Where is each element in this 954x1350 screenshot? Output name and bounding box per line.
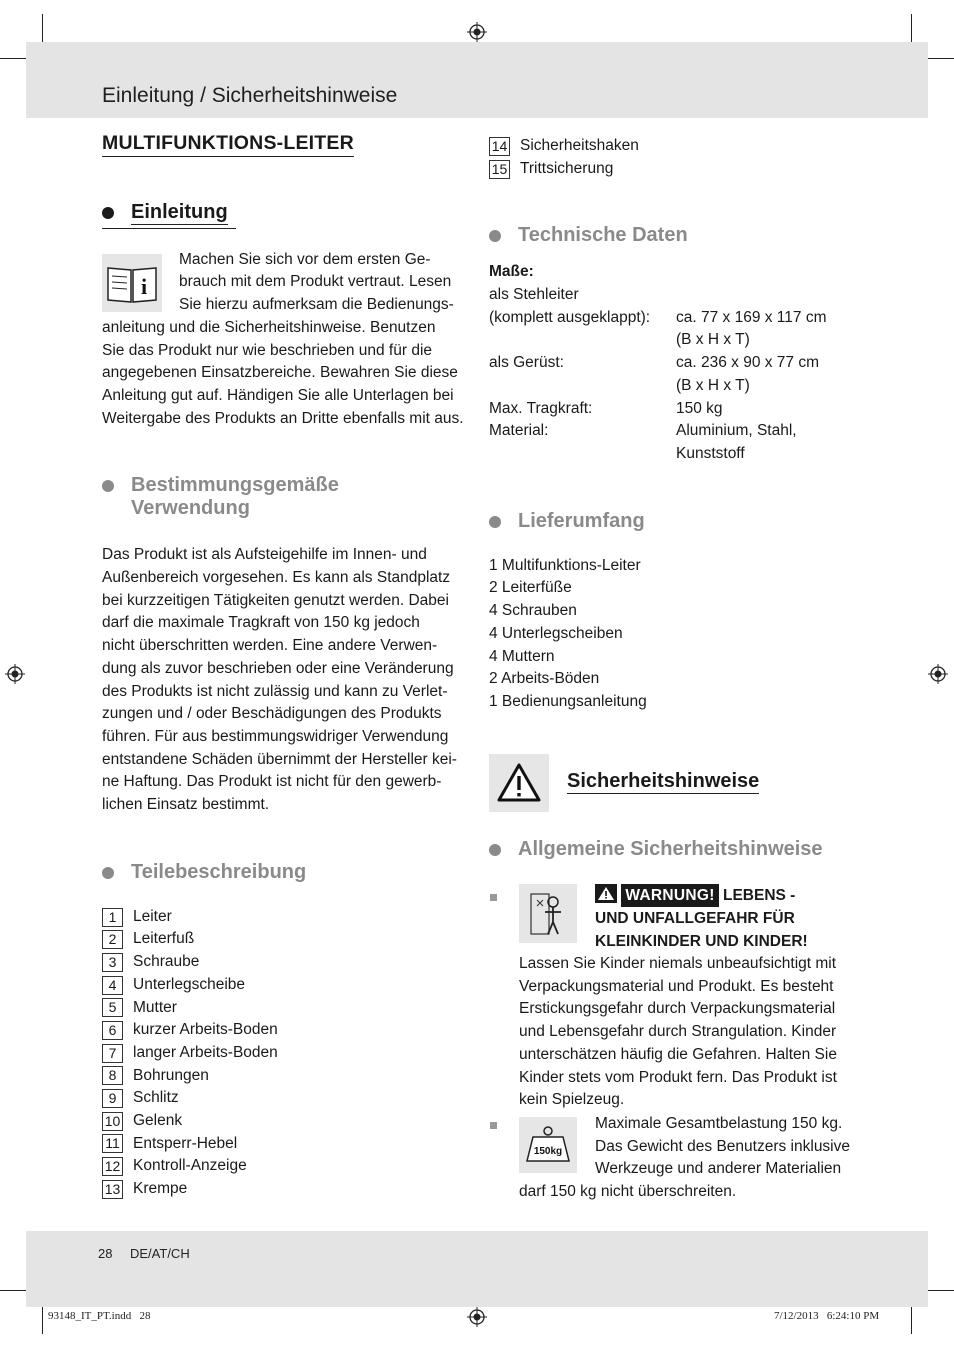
list-item: 6 kurzer Arbeits-Boden [102,1019,468,1042]
bullet-square [490,894,497,901]
registration-mark-icon [5,664,25,684]
load-text: Maximale Gesamtbelastung 150 kg. Das Gewicht des Benutzers inklusive Werkzeuge und anderer Materialien darf 150 kg nicht überschreiten. [519,1115,851,1201]
bullet-square [490,1122,497,1129]
section-heading-teile: Teilebeschreibung [102,861,468,884]
region-label: DE/AT/CH [130,1246,190,1261]
spec-row: Max. Tragkraft: 150 kg [489,399,723,417]
section-heading-allgemeine: Allgemeine Sicherheitshinweise [489,838,954,861]
left-column [102,132,468,1201]
main-title: MULTIFUNKTIONS-LEITER [102,132,354,157]
spec-row: (B x H x T) [676,376,750,394]
spec-row: Material: Aluminium, Stahl, [489,422,797,440]
list-item: 12 Kontroll-Anzeige [102,1155,468,1178]
list-item: 14 Sicherheitshaken [489,135,859,158]
spec-row: als Stehleiter [489,286,579,304]
list-item: 2 Leiterfuß [102,928,468,951]
list-item: 15 Trittsicherung [489,158,859,181]
section-heading-lieferumfang: Lieferumfang [489,510,859,533]
section-heading-sicherheitshinweise: Sicherheitshinweise [567,770,760,792]
registration-mark-icon [467,1307,487,1327]
spec-table [489,284,859,466]
section-heading-bestimmung: Bestimmungsgemäße Verwendung [102,474,468,520]
date-slug: 7/12/2013 6:24:10 PM [774,1310,880,1322]
list-item: 7 langer Arbeits-Boden [102,1042,468,1065]
parts-list-continued [489,135,859,180]
parts-list [102,906,468,1201]
right-column [489,135,859,714]
svg-text:i: i [140,273,148,299]
list-item: 8 Bohrungen [102,1065,468,1088]
intro-text: Machen Sie sich vor dem ersten Ge- brauch mit dem Produkt vertraut. Lesen Sie hierzu aufmerksam die Bedienungs- anleitung und die Sicherheitshinweise. Benutzen Sie das Produkt nur wie beschrieben und für die angegebenen Einsatzbereiche. Bewahren Sie diese Anleitung gut auf. Händigen Sie alle Unterlagen bei Weitergabe des Produkts an Dritte ebenfalls mit aus. [102,250,464,427]
spec-row: Kunststoff [676,445,745,462]
list-item: 2 Arbeits-Böden [489,670,600,688]
section-heading-technische-daten: Technische Daten [489,224,859,247]
spec-row: als Gerüst: ca. 236 x 90 x 77 cm [489,354,820,372]
list-item: 4 Unterlegscheibe [102,974,468,997]
list-item: 3 Schraube [102,951,468,974]
page-title: Einleitung / Sicherheitshinweise [102,84,398,107]
list-item: 1 Leiter [102,906,468,929]
registration-mark-icon [467,22,487,42]
list-item: 1 Multifunktions-Leiter [489,556,641,574]
list-item: 2 Leiterfüße [489,579,572,597]
delivery-list [489,555,859,714]
list-item: 4 Muttern [489,647,555,665]
list-item: 4 Schrauben [489,602,577,620]
list-item: 9 Schlitz [102,1087,468,1110]
list-item: 5 Mutter [102,997,468,1020]
list-item: 4 Unterlegscheiben [489,624,623,642]
spec-row: (komplett ausgeklappt): ca. 77 x 169 x 117 cm [489,308,827,326]
spec-row: (B x H x T) [676,331,750,349]
warning-small-icon [595,884,617,903]
list-item: 11 Entsperr-Hebel [102,1133,468,1156]
list-item: 10 Gelenk [102,1110,468,1133]
book-info-icon [102,254,162,312]
footer-band [26,1231,928,1307]
warning-triangle-icon [489,754,549,812]
child-packaging-icon [519,884,577,943]
masse-label: Maße: [489,263,534,281]
list-item: 1 Bedienungsanleitung [489,692,647,710]
registration-mark-icon [928,664,948,684]
file-slug: 93148_IT_PT.indd 28 [48,1310,151,1322]
warning-badge: WARNUNG! [621,884,718,907]
svg-text:150kg: 150kg [533,1146,563,1157]
page-number: 28 [98,1246,113,1261]
section-heading-einleitung: Einleitung [102,201,468,224]
list-item: 13 Krempe [102,1178,468,1201]
warning-title: WARNUNG! LEBENS - UND UNFALLGEFAHR FÜR KLEINKINDER UND KINDER! [595,884,865,953]
bestimmung-text: Das Produkt ist als Aufsteigehilfe im Innen- und Außenbereich vorgesehen. Es kann als Standplatz bei kurzzeitigen Tätigkeiten genutzt werden. Dabei darf die maximale Tragkraft von 150 kg jedoch nicht überschritten werden. Eine andere Verwen- dung als zuvor beschrieben oder eine Veränderung des Produkts ist nicht zulässig und kann zu Verlet- zungen und / oder Beschädigungen des Produkts führen. Für aus bestimmungswidriger Verwendung entstandene Schäden übernimmt der Hersteller kei- ne Haftung. Das Produkt ist nicht für den gewerb- lichen Einsatz bestimmt. [102,546,457,814]
warning-text: Lassen Sie Kinder niemals unbeaufsichtigt mit Verpackungsmaterial und Produkt. Es besteht Erstickungsgefahr durch Verpackungsmaterial und Lebensgefahr durch Strangulation. Kinder unterschätzen häufig die Gefahren. Halten Sie Kinder stets vom Produkt fern. Das Produkt ist kein Spielzeug. [519,955,837,1109]
